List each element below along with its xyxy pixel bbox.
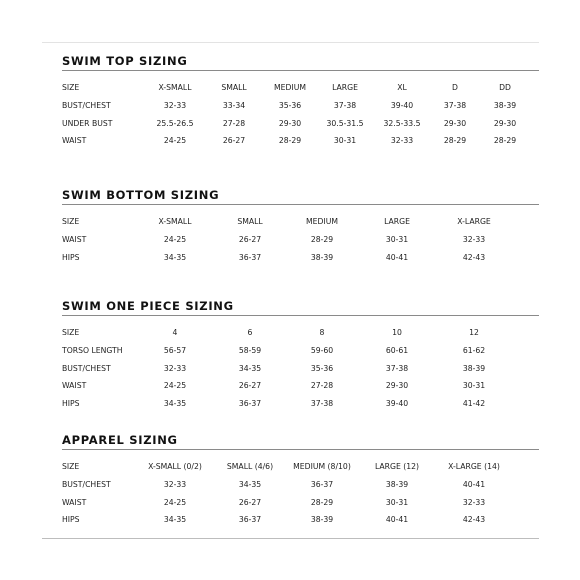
table-cell: 32-33 [462,497,486,507]
table-cell: 26-27 [222,136,246,146]
table-cell: 35-36 [310,363,334,373]
table-cell: 35-36 [278,100,302,110]
frame-top-border [42,42,539,43]
size-table [62,458,539,529]
size-header-cell: MEDIUM [274,83,306,92]
row-label: BUST/CHEST [62,479,111,489]
size-header-cell: MEDIUM [306,217,338,226]
table-row [62,115,539,133]
table-cell: 56-57 [163,345,187,355]
size-header-cell: MEDIUM (8/10) [293,462,351,471]
row-label: SIZE [62,328,80,337]
size-header-cell: 6 [247,328,253,337]
row-label: SIZE [62,462,80,471]
table-cell: 29-30 [385,381,409,391]
table-cell: 36-37 [238,515,262,525]
table-row [62,476,539,494]
row-label: SIZE [62,83,80,92]
table-cell: 28-29 [443,136,467,146]
table-cell: 24-25 [163,136,187,146]
table-cell: 40-41 [385,515,409,525]
table-cell: 32-33 [163,100,187,110]
table-cell: 42-43 [462,252,486,262]
table-cell: 36-37 [238,399,262,409]
table-cell: 40-41 [385,252,409,262]
table-cell: 26-27 [238,234,262,244]
table-row [62,231,539,249]
row-label: WAIST [62,136,87,146]
table-cell: 41-42 [462,399,486,409]
table-cell: 34-35 [163,399,187,409]
size-table [62,213,539,266]
size-header-cell: X-LARGE [457,217,491,226]
table-cell: 26-27 [238,497,262,507]
table-cell: 34-35 [163,252,187,262]
section-title: APPAREL SIZING [62,433,178,447]
table-cell: 30-31 [385,234,409,244]
table-cell: 24-25 [163,381,187,391]
row-label: UNDER BUST [62,118,113,128]
table-row [62,213,539,231]
size-header-cell: 4 [172,328,178,337]
table-cell: 39-40 [385,399,409,409]
table-row [62,342,539,360]
swim-bottom-section [62,187,539,266]
size-header-cell: SMALL [221,83,247,92]
size-header-cell: LARGE (12) [374,462,420,471]
table-cell: 60-61 [385,345,409,355]
table-cell: 26-27 [238,381,262,391]
table-row [62,249,539,267]
size-header-cell: X-SMALL (0/2) [148,462,202,471]
table-cell: 29-30 [493,118,517,128]
row-label: BUST/CHEST [62,100,111,110]
table-cell: 28-29 [493,136,517,146]
table-cell: 37-38 [385,363,409,373]
section-divider [62,449,539,450]
table-cell: 28-29 [310,234,334,244]
table-cell: 40-41 [462,479,486,489]
row-label: HIPS [62,515,80,525]
table-cell: 38-39 [310,252,334,262]
table-row [62,511,539,529]
table-row [62,132,539,150]
table-row [62,494,539,512]
apparel-section [62,432,539,529]
section-divider [62,70,539,71]
table-cell: 27-28 [222,118,246,128]
table-row [62,324,539,342]
row-label: BUST/CHEST [62,363,111,373]
table-cell: 33-34 [222,100,246,110]
table-cell: 30.5-31.5 [326,118,364,128]
section-divider [62,315,539,316]
table-cell: 29-30 [278,118,302,128]
table-cell: 36-37 [310,479,334,489]
table-cell: 32.5-33.5 [383,118,421,128]
row-label: WAIST [62,234,87,244]
table-cell: 24-25 [163,497,187,507]
size-header-cell: XL [397,83,407,92]
section-divider [62,204,539,205]
size-header-cell: X-SMALL [158,217,192,226]
table-row [62,79,539,97]
table-cell: 30-31 [385,497,409,507]
table-cell: 38-39 [385,479,409,489]
row-label: HIPS [62,252,80,262]
table-cell: 27-28 [310,381,334,391]
table-cell: 59-60 [310,345,334,355]
table-cell: 58-59 [238,345,262,355]
row-label: SIZE [62,217,80,226]
size-table [62,79,539,150]
section-title: SWIM ONE PIECE SIZING [62,299,234,313]
table-cell: 25.5-26.5 [156,118,194,128]
table-cell: 34-35 [238,479,262,489]
frame-bottom-border [42,538,539,539]
row-label: WAIST [62,381,87,391]
table-cell: 34-35 [238,363,262,373]
size-table [62,324,539,413]
size-header-cell: SMALL (4/6) [226,462,274,471]
table-row [62,377,539,395]
table-cell: 32-33 [163,479,187,489]
size-header-cell: 12 [469,328,479,337]
table-cell: 38-39 [310,515,334,525]
table-cell: 29-30 [443,118,467,128]
row-label: HIPS [62,399,80,409]
section-title: SWIM BOTTOM SIZING [62,188,220,202]
row-label: WAIST [62,497,87,507]
swim-one-piece-section [62,298,539,413]
table-cell: 24-25 [163,234,187,244]
table-cell: 37-38 [443,100,467,110]
table-cell: 61-62 [462,345,486,355]
table-cell: 34-35 [163,515,187,525]
size-header-cell: D [452,83,458,92]
size-header-cell: DD [499,83,511,92]
table-cell: 28-29 [310,497,334,507]
size-header-cell: 8 [319,328,325,337]
table-row [62,97,539,115]
table-cell: 28-29 [278,136,302,146]
row-label: TORSO LENGTH [62,345,123,355]
table-cell: 38-39 [493,100,517,110]
size-header-cell: LARGE [384,217,410,226]
table-row [62,395,539,413]
size-header-cell: X-SMALL [158,83,192,92]
table-cell: 39-40 [390,100,414,110]
table-cell: 30-31 [333,136,357,146]
table-cell: 32-33 [462,234,486,244]
table-cell: 32-33 [163,363,187,373]
table-cell: 37-38 [310,399,334,409]
swim-top-section [62,53,539,150]
table-cell: 42-43 [462,515,486,525]
table-cell: 32-33 [390,136,414,146]
section-title: SWIM TOP SIZING [62,54,188,68]
table-cell: 37-38 [333,100,357,110]
table-cell: 36-37 [238,252,262,262]
size-header-cell: X-LARGE (14) [448,462,500,471]
table-cell: 30-31 [462,381,486,391]
size-header-cell: 10 [392,328,402,337]
size-header-cell: SMALL [237,217,263,226]
table-cell: 38-39 [462,363,486,373]
size-header-cell: LARGE [332,83,358,92]
table-row [62,458,539,476]
table-row [62,360,539,378]
